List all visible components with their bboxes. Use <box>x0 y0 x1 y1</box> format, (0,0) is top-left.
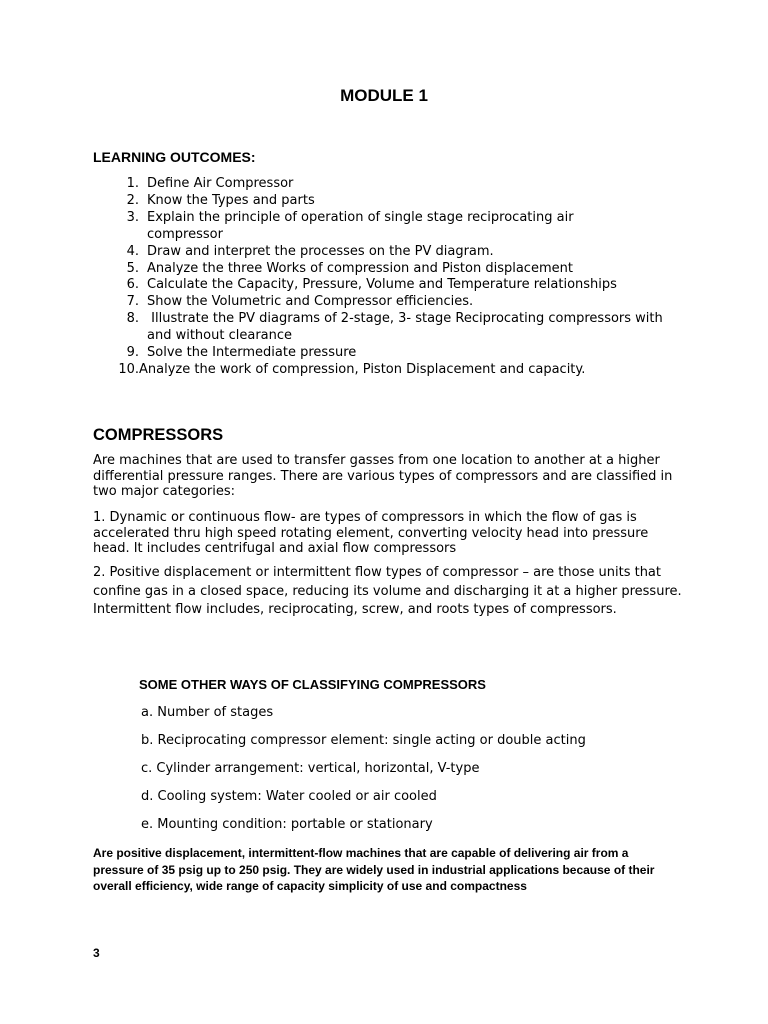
list-item: 9. Solve the Intermediate pressure <box>126 345 357 361</box>
other-ways-heading: SOME OTHER WAYS OF CLASSIFYING COMPRESSORS <box>139 677 486 692</box>
list-item: 1. Define Air Compressor <box>126 176 294 191</box>
dynamic-flow-paragraph: 1. Dynamic or continuous flow- are types of compressors in which the flow of gas is accelerated thru high speed rotating element, converting velocity head into pressure head. It includes centrifugal and axial flow compressors <box>93 510 649 556</box>
list-item: 4. Draw and interpret the processes on the PV diagram. <box>126 243 494 259</box>
learning-outcomes-list <box>108 176 668 379</box>
list-item: 7. Show the Volumetric and Compressor efficiencies. <box>126 294 474 310</box>
list-item: e. Mounting condition: portable or stationary <box>141 817 433 832</box>
list-item: d. Cooling system: Water cooled or air cooled <box>141 789 437 804</box>
compressors-heading: COMPRESSORS <box>93 426 224 444</box>
list-item: 6. Calculate the Capacity, Pressure, Volume and Temperature relationships <box>126 277 617 293</box>
closing-paragraph: Are positive displacement, intermittent-flow machines that are capable of delivering air from a pressure of 35 psig up to 250 psig. They are widely used in industrial applications because of their overall efficiency, wide range of capacity simplicity of use and compactness <box>93 846 655 894</box>
positive-displacement-paragraph: 2. Positive displacement or intermittent flow types of compressor – are those units that confine gas in a closed space, reducing its volume and discharging it at a higher pressure. Intermittent flow includes, reciprocating, screw, and roots types of compressors. <box>93 565 682 617</box>
learning-outcomes-heading: LEARNING OUTCOMES: <box>93 149 256 165</box>
list-item: a. Number of stages <box>141 705 274 720</box>
page-number: 3 <box>93 946 100 960</box>
list-item: c. Cylinder arrangement: vertical, horizontal, V-type <box>141 761 480 776</box>
list-item: 2. Know the Types and parts <box>126 192 315 208</box>
other-ways-list <box>141 704 586 844</box>
compressors-intro: Are machines that are used to transfer gasses from one location to another at a higher differential pressure ranges. There are various types of compressors and are classified in two major categories: <box>93 453 673 499</box>
list-item: 3. Explain the principle of operation of single stage reciprocating air compressor <box>126 209 574 242</box>
list-item: 5. Analyze the three Works of compression and Piston displacement <box>126 260 573 276</box>
module-title: MODULE 1 <box>340 86 428 105</box>
list-item: 10. Analyze the work of compression, Piston Displacement and capacity. <box>118 361 586 377</box>
list-item: 8. Illustrate the PV diagrams of 2-stage, 3- stage Reciprocating compressors with and without clearance <box>126 311 667 344</box>
list-item: b. Reciprocating compressor element: single acting or double acting <box>141 733 586 748</box>
